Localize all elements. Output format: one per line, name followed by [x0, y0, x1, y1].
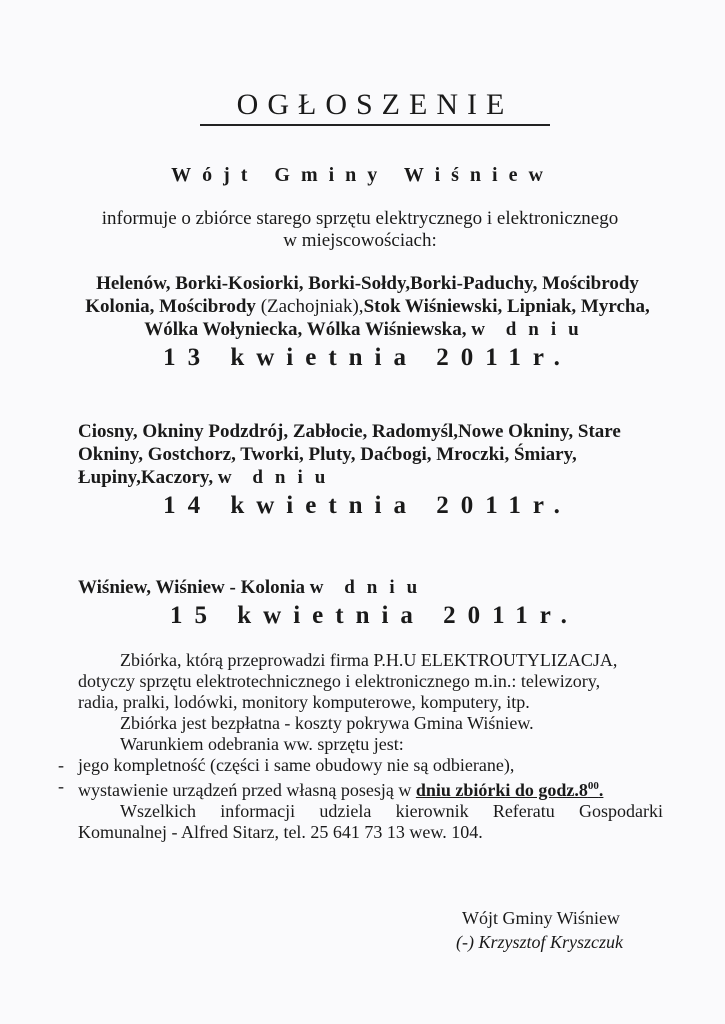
body-line: Komunalnej - Alfred Sitarz, tel. 25 641 73 13 wew. 104. [78, 822, 483, 842]
signature-block [440, 906, 660, 954]
collection-date: 13 kwietnia 2011r. [163, 344, 572, 371]
body-line: Wszelkich informacji udziela kierownik Referatu Gospodarki [120, 801, 663, 821]
body-line: radia, pralki, lodówki, monitory komputerowe, komputery, itp. [78, 692, 530, 712]
intro-line: informuje o zbiórce starego sprzętu elektrycznego i elektronicznego [101, 208, 619, 229]
body-line: dotyczy sprzętu elektrotechnicznego i elektronicznego m.in.: telewizory, [78, 671, 601, 691]
dash-bullet: - [58, 776, 64, 796]
collection-date: 14 kwietnia 2011r. [163, 492, 572, 519]
collection-date: 15 kwietnia 2011r. [170, 602, 579, 629]
locations-line: Ciosny, Okniny Podzdrój, Zabłocie, Radomyśl,Nowe Okniny, Stare [78, 421, 621, 442]
signature-name: (-) Krzysztof Kryszczuk [456, 932, 623, 952]
locations-line: Wólka Wołyniecka, Wólka Wiśniewska, w dniu [144, 319, 591, 340]
dash-bullet: - [58, 755, 64, 775]
condition-item: - jego kompletność (części i same obudowy nie są odbierane), [58, 755, 515, 775]
condition-item: - wystawienie urządzeń przed własną posesją w dniu zbiórki do $godz.8^{00}$. [58, 776, 604, 800]
section-13-april [60, 272, 675, 373]
intro-text [60, 208, 660, 252]
body-line: Zbiórka jest bezpłatna - koszty pokrywa Gmina Wiśniew. [120, 713, 534, 733]
locations-line: Okniny, Gostchorz, Tworki, Pluty, Daćbogi, Mroczki, Śmiary, [78, 444, 577, 465]
section-15-april [60, 576, 675, 631]
subtitle: Wójt Gminy Wiśniew [171, 164, 554, 186]
body-line: Zbiórka, którą przeprowadzi firma P.H.U ELEKTROUTYLIZACJA, [120, 650, 618, 670]
body-line: Warunkiem odebrania ww. sprzętu jest: [120, 734, 404, 754]
section-14-april [60, 420, 675, 521]
locations-line: Łupiny,Kaczory, w dniu [78, 467, 338, 488]
intro-line: w miejscowościach: [283, 230, 437, 251]
page-title: OGŁOSZENIE [200, 88, 550, 126]
deadline-text: dniu zbiórki do $godz.8^{00}$. [415, 780, 604, 800]
locations-line: Wiśniew, Wiśniew - Kolonia w dniu [78, 577, 430, 598]
locations-line: Kolonia, Mościbrody (Zachojniak),Stok Wiśniewski, Lipniak, Myrcha, [85, 296, 650, 317]
announcement-body [58, 650, 663, 843]
signature-title: Wójt Gminy Wiśniew [462, 908, 620, 928]
locations-line: Helenów, Borki-Kosiorki, Borki-Sołdy,Borki-Paduchy, Mościbrody [96, 273, 639, 294]
